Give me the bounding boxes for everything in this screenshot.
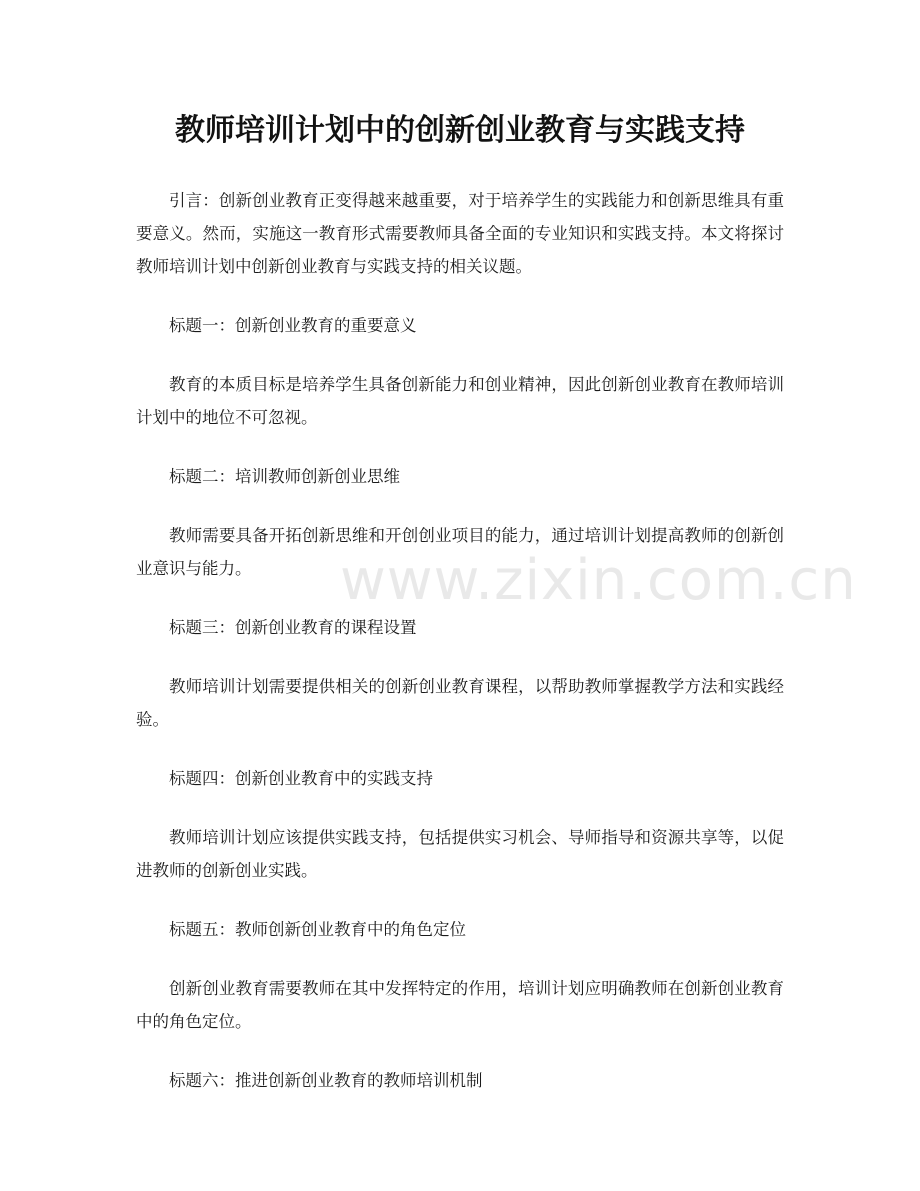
document-title: 教师培训计划中的创新创业教育与实践支持 bbox=[175, 113, 745, 148]
section-heading-5: 标题五：教师创新创业教育中的角色定位 bbox=[169, 920, 466, 939]
document-body bbox=[136, 184, 857, 1123]
section-heading-1: 标题一：创新创业教育的重要意义 bbox=[169, 316, 417, 335]
section-body-3: 教师培训计划需要提供相关的创新创业教育课程，以帮助教师掌握教学方法和实践经验。 bbox=[136, 677, 784, 729]
section-body-2: 教师需要具备开拓创新思维和开创创业项目的能力，通过培训计划提高教师的创新创业意识与能力。 bbox=[136, 526, 784, 578]
section-body-1: 教育的本质目标是培养学生具备创新能力和创业精神，因此创新创业教育在教师培训计划中的地位不可忽视。 bbox=[136, 375, 784, 427]
section-body-5: 创新创业教育需要教师在其中发挥特定的作用，培训计划应明确教师在创新创业教育中的角色定位。 bbox=[136, 979, 784, 1031]
intro-paragraph: 引言：创新创业教育正变得越来越重要，对于培养学生的实践能力和创新思维具有重要意义。然而，实施这一教育形式需要教师具备全面的专业知识和实践支持。本文将探讨教师培训计划中创新创业教育与实践支持的相关议题。 bbox=[136, 191, 784, 276]
section-heading-4: 标题四：创新创业教育中的实践支持 bbox=[169, 769, 433, 788]
section-heading-3: 标题三：创新创业教育的课程设置 bbox=[169, 618, 417, 637]
watermark: www.zixin.com.cn bbox=[340, 548, 857, 613]
section-body-4: 教师培训计划应该提供实践支持，包括提供实习机会、导师指导和资源共享等，以促进教师的创新创业实践。 bbox=[136, 828, 784, 880]
section-heading-2: 标题二：培训教师创新创业思维 bbox=[169, 467, 400, 486]
section-heading-6: 标题六：推进创新创业教育的教师培训机制 bbox=[169, 1071, 483, 1090]
